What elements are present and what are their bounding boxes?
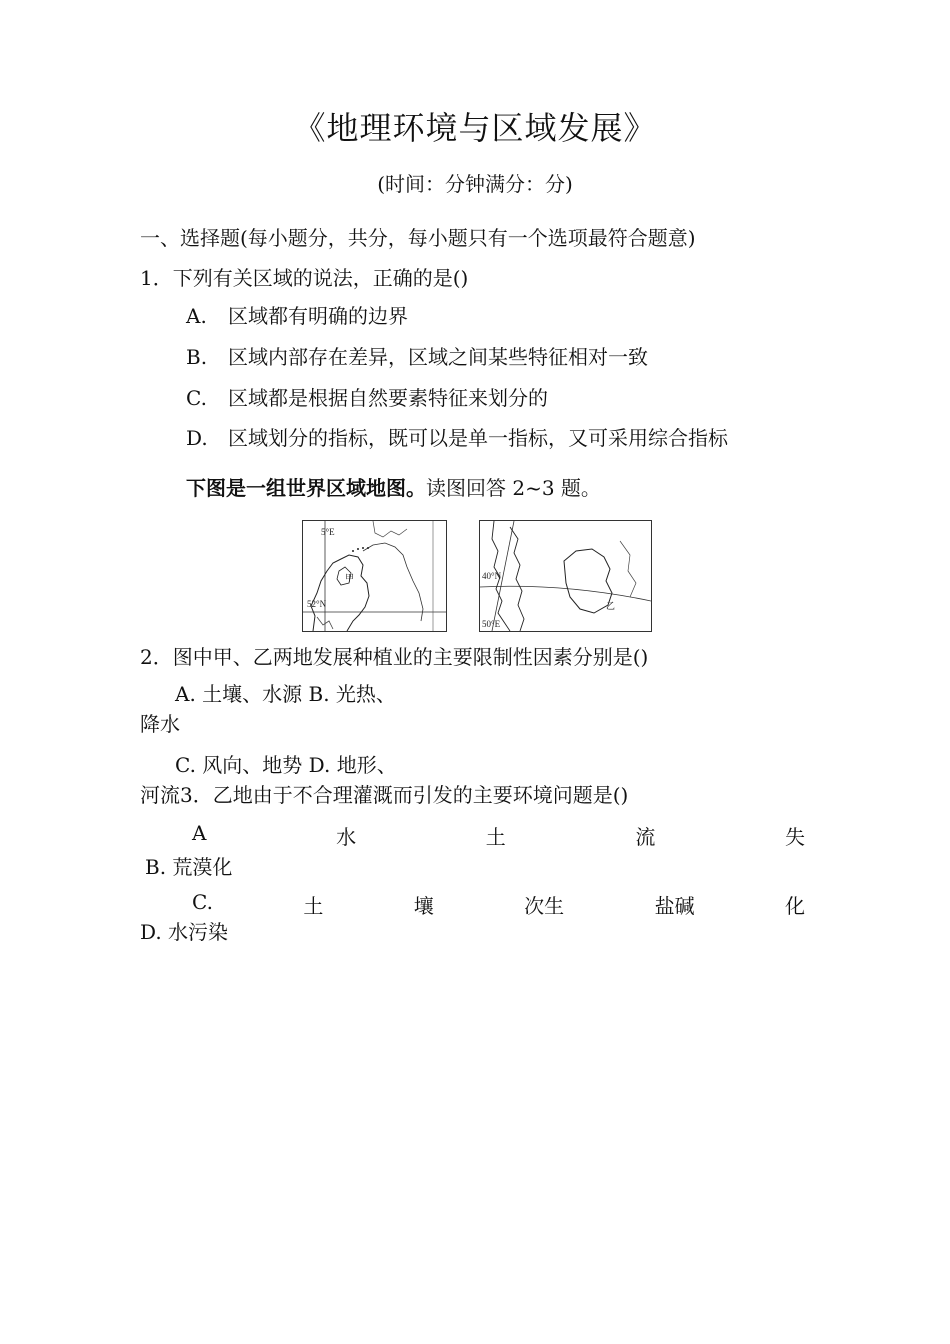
- option-text-part: 水: [336, 825, 357, 849]
- option-text-part: 土: [485, 825, 506, 849]
- q1-option-b: [186, 341, 648, 370]
- region-label-jia: 甲: [345, 573, 355, 583]
- map-intro-normal: 读图回答 2~3 题。: [426, 476, 601, 500]
- option-label: D.: [186, 426, 208, 450]
- map-right: [479, 520, 652, 632]
- option-text-part: 失: [784, 825, 805, 849]
- q2-options-line1: A. 土壤、水源 B. 光热、: [175, 682, 396, 706]
- question-3-stem: 3．乙地由于不合理灌溉而引发的主要环境问题是(): [180, 783, 629, 807]
- longitude-label: 50°E: [482, 619, 501, 629]
- option-text-part: 壤: [413, 894, 434, 918]
- question-1-stem: 1．下列有关区域的说法，正确的是(): [140, 266, 469, 290]
- region-label-yi: 乙: [606, 601, 616, 611]
- map-intro-bold: 下图是一组世界区域地图。: [186, 476, 426, 500]
- option-text-part: 次生: [524, 894, 565, 918]
- option-text: 区域都是根据自然要素特征来划分的: [228, 386, 548, 410]
- map-right-drawing: [480, 521, 651, 631]
- longitude-label: 5°E: [321, 527, 335, 537]
- option-text: 区域都有明确的边界: [228, 304, 408, 328]
- q1-option-d: [186, 422, 728, 451]
- river-line: [620, 541, 636, 597]
- q1-option-c: [186, 382, 548, 411]
- q3-option-d: D. 水污染: [140, 920, 229, 944]
- option-label: A.: [186, 304, 207, 328]
- option-text-part: 化: [784, 894, 805, 918]
- q2-option-d-end: 河流: [140, 783, 180, 807]
- q1-option-a: [186, 300, 408, 329]
- q2-options-line2: 降水: [140, 712, 180, 736]
- option-text: 区域划分的指标，既可以是单一指标，又可采用综合指标: [228, 426, 728, 450]
- map-left-drawing: [303, 521, 446, 631]
- latitude-label: 52°N: [307, 599, 327, 609]
- page-subtitle: (时间：分钟满分：分): [377, 172, 573, 196]
- option-label: C.: [186, 386, 207, 410]
- page-title: 《地理环境与区域发展》: [293, 109, 657, 147]
- option-text-part: 盐碱: [654, 894, 695, 918]
- q2-options-line3: C. 风向、地势 D. 地形、: [175, 753, 397, 777]
- option-label: B.: [186, 345, 208, 369]
- q3-option-c-row: [140, 890, 805, 919]
- latitude-label: 40°N: [482, 571, 502, 581]
- island-dot: [357, 548, 359, 550]
- river-line: [363, 543, 423, 621]
- section-heading: 一、选择题(每小题分，共分，每小题只有一个选项最符合题意): [140, 226, 696, 250]
- parallel-curve: [480, 586, 651, 601]
- island-dot: [367, 547, 369, 549]
- island-dot: [352, 550, 354, 552]
- island-dot: [362, 547, 364, 549]
- q3-option-b: B. 荒漠化: [145, 855, 233, 879]
- caspian-coast-east: [510, 527, 524, 631]
- option-text-part: 流: [635, 825, 656, 849]
- q2-options-line4: [140, 779, 628, 808]
- option-text-part: C.: [192, 890, 213, 914]
- map-intro: [186, 472, 601, 501]
- coastline: [311, 555, 369, 631]
- boundary-line: [373, 521, 407, 537]
- option-text-part: 土: [303, 894, 324, 918]
- q3-option-a-row: [140, 821, 805, 850]
- map-left: [302, 520, 447, 632]
- aral-shape: [564, 549, 612, 613]
- question-2-stem: 2．图中甲、乙两地发展种植业的主要限制性因素分别是(): [140, 645, 649, 669]
- option-text: 区域内部存在差异，区域之间某些特征相对一致: [228, 345, 648, 369]
- option-text-part: A: [192, 821, 207, 845]
